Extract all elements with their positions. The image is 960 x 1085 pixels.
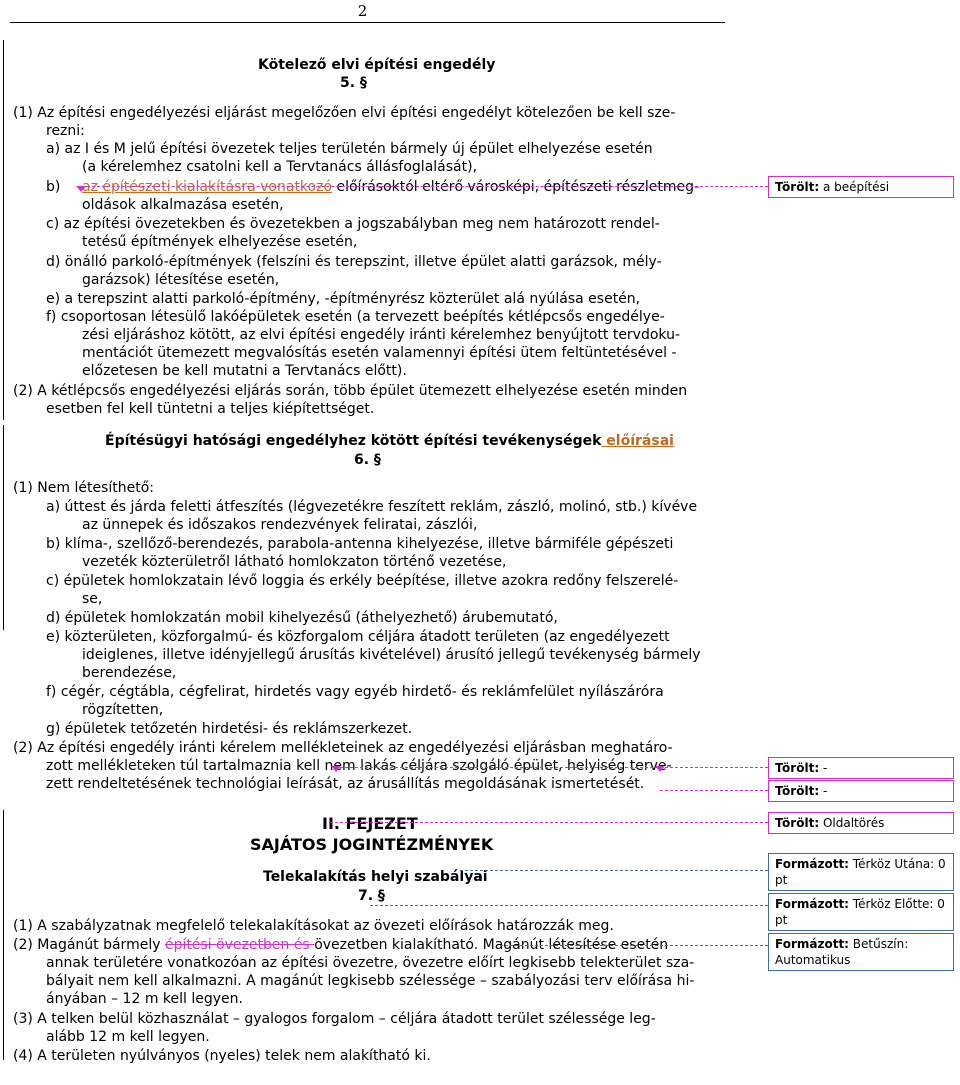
s6-item-e-3: berendezése, [82, 665, 177, 681]
s5-item-c-1: c) az építési övezetekben és övezetekben a jogszabályban meg nem határozott rendel- [46, 216, 660, 232]
comment-text: Betűszín: Automatikus [775, 937, 909, 967]
comment-label: Törölt: [775, 816, 820, 830]
section-6-title [105, 432, 674, 450]
s6-item-e-1: e) közterületen, közforgalmú- és közforgalom céljára átadott területen (az engedélyezett [46, 629, 670, 645]
comment-format-spacing-after[interactable] [768, 853, 954, 891]
s7-p3-1: (3) A telken belül közhasználat – gyalogos forgalom – céljára átadott terület szélessége leg- [13, 1011, 656, 1027]
section-7-title: Telekalakítás helyi szabályai [263, 869, 488, 885]
s5-item-f-2: zési eljáráshoz kötött, az elvi építési engedély iránti kérelemhez benyújtott tervdoku- [82, 327, 681, 343]
s6-item-d: d) épületek homlokzatán mobil kihelyezésű (áthelyezhető) árubemutató, [46, 610, 558, 626]
s5-item-f-3: mentációt ütemezett megvalósítás esetén valamennyi építési ütem feltüntetésével - [82, 345, 677, 361]
section-6-number: 6. § [354, 452, 381, 468]
s7-p1: (1) A szabályzatnak megfelelő telekalakításokat az övezeti előírások határozzák meg. [13, 918, 614, 934]
s7-p2-3: bályait nem kell alkalmazni. A magánút legkisebb szélessége – szabályozási terv előírása hi- [46, 973, 695, 989]
s5-p2-2: esetben fel kell tüntetni a teljes kiépítettséget. [46, 401, 375, 417]
s6-item-b-2: vezeték közterületről látható homlokzaton történő vezetése, [82, 554, 507, 570]
s6-item-a-2: az ünnepek és időszakos rendezvények feliratai, zászlói, [82, 517, 478, 533]
s5-item-d-1: d) önálló parkoló-építmények (felszíni és terepszint, illetve épület alatti garázsok, mély- [46, 254, 662, 270]
comment-text: Oldaltörés [819, 816, 885, 830]
s6-p2-1: (2) Az építési engedély iránti kérelem mellékleteinek az engedélyezési eljárásban meghatáro- [13, 740, 673, 756]
comment-leader [82, 186, 768, 187]
s6-p2-2-c: terve- [625, 758, 672, 774]
s6-item-g: g) épületek tetőzetén hirdetési- és reklámszerkezet. [46, 721, 413, 737]
header-rule [10, 22, 725, 23]
section-5-number: 5. § [340, 75, 367, 91]
s6-p2-2 [46, 757, 672, 775]
s6-item-f-2: rögzítetten, [82, 702, 164, 718]
s6-p2-2-a: zott mellékleteken túl tartalmaznia kell [46, 758, 321, 774]
s6-item-e-2: ideiglenes, illetve idényjellegű árusítás kivételével) árusító jellegű tevékenység bármely [82, 647, 701, 663]
comment-text: - [819, 761, 828, 775]
page-number: 2 [357, 2, 368, 20]
comment-leader [500, 945, 768, 946]
s5-p1-intro-2: rezni: [46, 123, 85, 139]
comment-text: Térköz Utána: 0 pt [775, 857, 946, 887]
s5-p1-intro-1: (1) Az építési engedélyezési eljárást megelőzően elvi építési engedélyt kötelezően be kell sze- [13, 105, 676, 121]
comment-label: Formázott: [775, 897, 849, 911]
s5-item-b-2: oldások alkalmazása esetén, [82, 197, 284, 213]
comment-format-spacing-before[interactable] [768, 893, 954, 931]
comment-label: Törölt: [775, 784, 820, 798]
s6-item-b-1: b) klíma-, szellőző-berendezés, parabola-antenna kihelyezése, illetve bármiféle gépészeti [46, 536, 674, 552]
s5-item-a-1: a) az I és M jelű építési övezetek teljes területén bármely új épület elhelyezése esetén [46, 141, 653, 157]
comment-format-font-color[interactable] [768, 933, 954, 971]
section-7-number: 7. § [358, 888, 385, 904]
inserted-text: az építészeti kialakításra vonatkozó [82, 179, 333, 195]
comment-leader [460, 870, 768, 871]
s5-item-d-2: garázsok) létesítése esetén, [82, 272, 280, 288]
comment-text: Térköz Előtte: 0 pt [775, 897, 945, 927]
section-6-title-text: Építésügyi hatósági engedélyhez kötött építési tevékenységek [105, 433, 602, 449]
inserted-text: előírásai [601, 433, 674, 449]
s5-item-b-1 [82, 178, 699, 196]
s6-p2-2-b: nem lakás céljára szolgáló épület, helyiség [320, 758, 626, 774]
comment-label: Formázott: [775, 857, 849, 871]
deleted-text: építési övezetben és [164, 937, 315, 953]
comment-leader [330, 822, 768, 823]
s5-item-a-2: (a kérelemhez csatolni kell a Tervtanács állásfoglalását), [82, 159, 478, 175]
s5-item-b-label: b) [46, 179, 61, 195]
s6-item-f-1: f) cégér, cégtábla, cégfelirat, hirdetés vagy egyéb hirdető- és reklámfelület nyílászáróra [46, 684, 664, 700]
comment-leader [370, 905, 768, 906]
chapter-number: II. FEJEZET [322, 814, 418, 833]
comment-leader [660, 790, 768, 791]
s5-item-b-rest: előírásoktól eltérő városképi, építészeti részletmeg- [332, 179, 700, 195]
s6-p1-intro: (1) Nem létesíthető: [13, 480, 154, 496]
comment-text: - [819, 784, 828, 798]
chapter-title: SAJÁTOS JOGINTÉZMÉNYEK [250, 835, 494, 854]
comment-deleted-dash-1[interactable] [768, 757, 954, 779]
s6-p2-3: zett rendeltetésének technológiai leírását, az árusállítás megoldásának ismertetését. [46, 776, 645, 792]
s7-p2-post: övezetben kialakítható. Magánút létesítése esetén [314, 937, 669, 953]
s7-p4: (4) A területen nyúlványos (nyeles) telek nem alakítható ki. [13, 1048, 431, 1064]
comment-deleted-dash-2[interactable] [768, 780, 954, 802]
s5-item-c-2: tetésű építmények elhelyezése esetén, [82, 234, 358, 250]
comment-deleted-page-break[interactable] [768, 812, 954, 834]
s5-item-f-4: előzetesen be kell mutatni a Tervtanács előtt). [82, 363, 407, 379]
s6-item-c-2: se, [82, 591, 103, 607]
s5-item-e: e) a terepszint alatti parkoló-építmény, -építményrész közterület alá nyúlása esetén, [46, 291, 641, 307]
comment-label: Formázott: [775, 937, 849, 951]
comment-label: Törölt: [775, 180, 820, 194]
s5-item-f-1: f) csoportosan létesülő lakóépületek esetén (a tervezett beépítés kétlépcsős engedélye- [46, 309, 665, 325]
s7-p2-2: annak területére vonatkozóan az építési övezetre, övezetre előírt legkisebb telekterület sza- [46, 955, 695, 971]
change-bar [3, 810, 4, 1060]
section-5-title: Kötelező elvi építési engedély [258, 57, 496, 73]
s7-p2-4: ányában – 12 m kell legyen. [46, 991, 243, 1007]
comment-leader [335, 767, 768, 768]
s7-p3-2: alább 12 m kell legyen. [46, 1029, 210, 1045]
change-bar [3, 425, 4, 630]
s6-item-a-1: a) úttest és járda feletti átfeszítés (légvezetékre feszített reklám, zászló, molinó, stb.) kívéve [46, 499, 698, 515]
comment-text: a beépítési [819, 180, 890, 194]
s5-p2-1: (2) A kétlépcsős engedélyezési eljárás során, több épület ütemezett elhelyezése esetén minden [13, 383, 688, 399]
s6-item-c-1: c) épületek homlokzatain lévő loggia és erkély beépítése, illetve azokra redőny felszerelé- [46, 573, 679, 589]
change-bar [3, 40, 4, 420]
comment-label: Törölt: [775, 761, 820, 775]
s7-p2-pre: (2) Magánút bármely [13, 937, 165, 953]
comment-deleted-beepitesi[interactable] [768, 176, 954, 198]
